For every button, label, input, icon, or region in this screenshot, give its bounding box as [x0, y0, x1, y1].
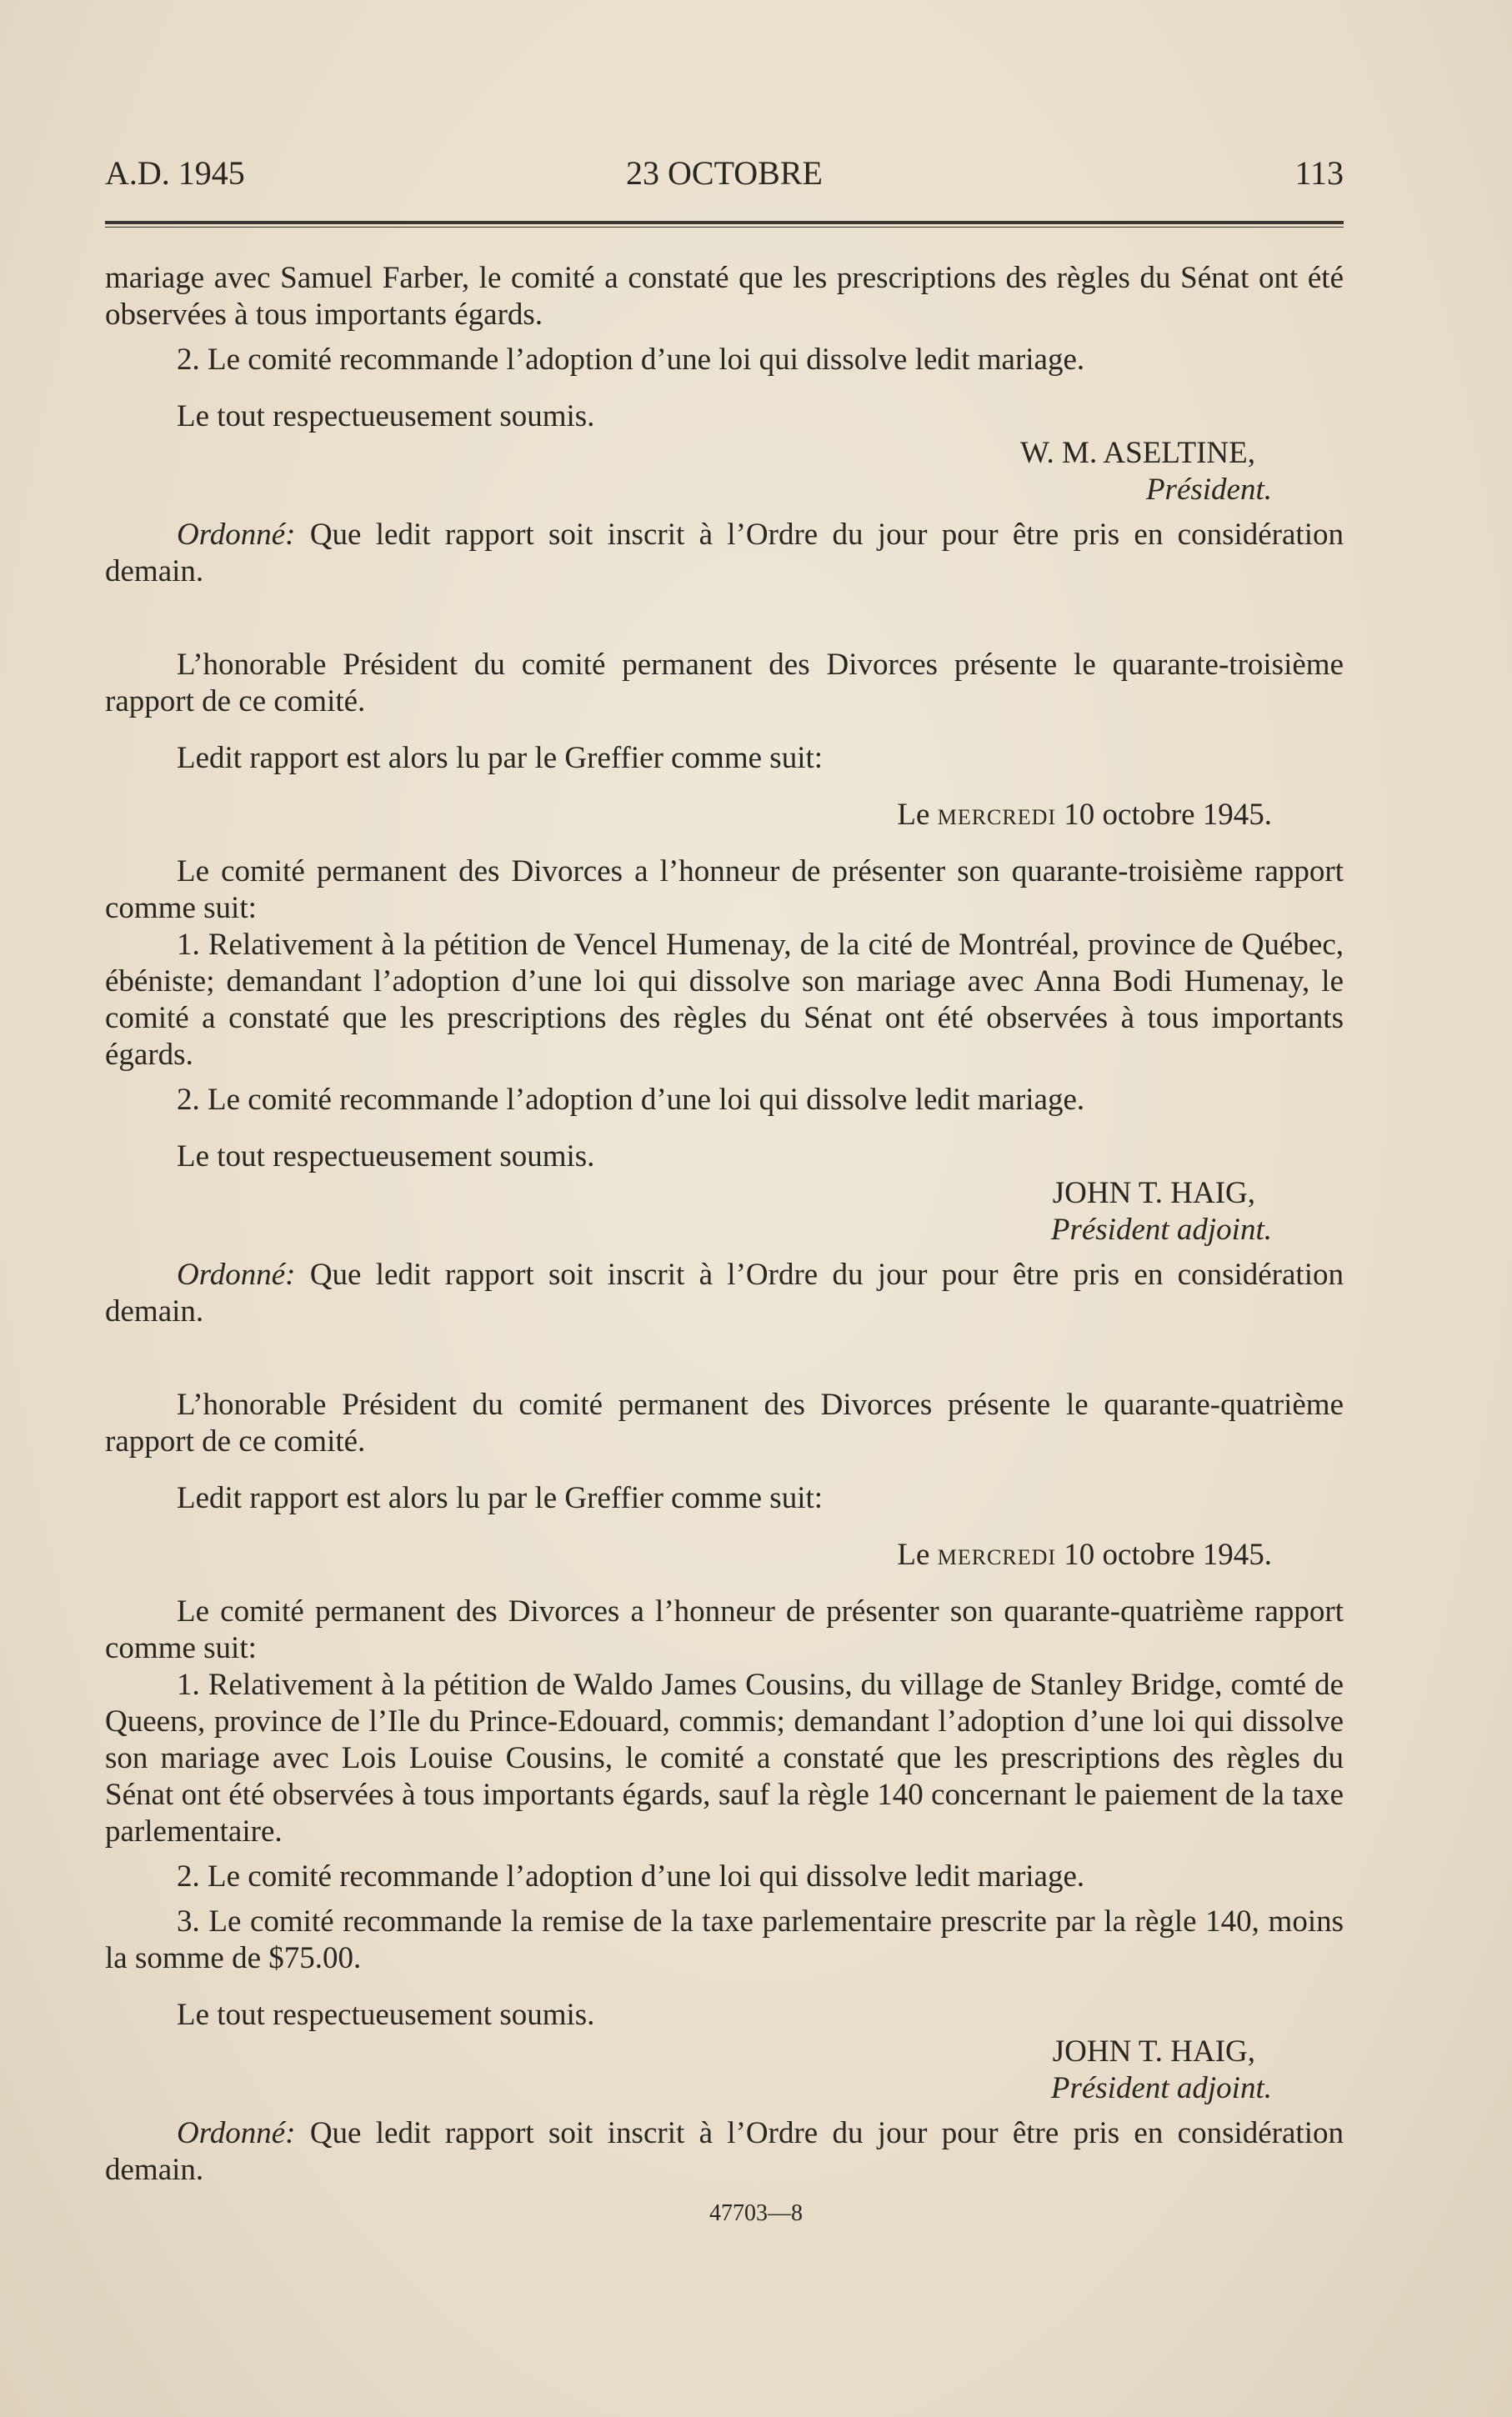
header-year: A.D. 1945 — [105, 154, 245, 192]
order-paragraph — [105, 1257, 1344, 1330]
report-date — [105, 797, 1344, 833]
order-label: Ordonné: — [177, 2116, 296, 2150]
date-rest: 10 octobre 1945. — [1056, 1538, 1272, 1572]
date-day: mercredi — [937, 798, 1057, 832]
order-text: Que ledit rapport soit inscrit à l’Ordre du jour pour être pris en considération demain. — [105, 1258, 1344, 1329]
paragraph: Ledit rapport est alors lu par le Greffier comme suit: — [177, 1481, 824, 1515]
date-prefix: Le — [897, 1538, 938, 1572]
order-text: Que ledit rapport soit inscrit à l’Ordre du jour pour être pris en considération demain. — [105, 518, 1344, 588]
date-day: mercredi — [937, 1538, 1057, 1572]
signature-title: Président adjoint. — [1050, 1213, 1272, 1247]
order-paragraph — [105, 2115, 1344, 2189]
signature-name: W. M. ASELTINE, — [1020, 436, 1255, 470]
order-paragraph — [105, 517, 1344, 590]
signature-name: JOHN T. HAIG, — [1052, 2034, 1255, 2069]
paragraph: L’honorable Président du comité permanent des Divorces présente le quarante-troisième rapport de ce comité. — [105, 648, 1344, 718]
order-label: Ordonné: — [177, 1258, 296, 1292]
paragraph: 2. Le comité recommande l’adoption d’une loi qui dissolve ledit mariage. — [177, 343, 1085, 377]
date-prefix: Le — [897, 798, 938, 832]
paragraph: Le comité permanent des Divorces a l’honneur de présenter son quarante-quatrième rapport comme suit: — [105, 1594, 1344, 1665]
paragraph: Ledit rapport est alors lu par le Greffier comme suit: — [177, 741, 824, 775]
paragraph: mariage avec Samuel Farber, le comité a constaté que les prescriptions des règles du Sénat ont été observées à tous importants égards. — [105, 261, 1344, 332]
paragraph: Le comité permanent des Divorces a l’honneur de présenter son quarante-troisième rapport comme suit: — [105, 854, 1344, 925]
signature-title: Président adjoint. — [1050, 2071, 1272, 2105]
report-date — [105, 1537, 1344, 1574]
closing-line: Le tout respectueusement soumis. — [177, 1139, 595, 1173]
closing-line: Le tout respectueusement soumis. — [177, 399, 595, 433]
page-header — [105, 153, 1344, 194]
header-rule-thin — [105, 227, 1344, 228]
signature-name: JOHN T. HAIG, — [1052, 1176, 1255, 1210]
paragraph: L’honorable Président du comité permanent des Divorces présente le quarante-quatrième rapport de ce comité. — [105, 1388, 1344, 1459]
paragraph: 2. Le comité recommande l’adoption d’une loi qui dissolve ledit mariage. — [177, 1859, 1085, 1894]
signature-mark: 47703—8 — [709, 2200, 803, 2226]
paragraph: 1. Relativement à la pétition de Waldo James Cousins, du village de Stanley Bridge, comté de Queens, province de l’Ile du Prince-Edouard, commis; demandant l’adoption d’une loi qui dissolve son mariage avec Lois Louise Cousins, le comité a constaté que les prescriptions des règles du Sénat ont été observées à tous importants égards, sauf la règle 140 concernant le paiement de la taxe parlementaire. — [105, 1668, 1344, 1849]
paragraph: 1. Relativement à la pétition de Vencel Humenay, de la cité de Montréal, province de Québec, ébéniste; demandant l’adoption d’une loi qui dissolve son mariage avec Anna Bodi Humenay, le comité a constaté que les prescriptions des règles du Sénat ont été observées à tous importants égards. — [105, 928, 1344, 1072]
order-text: Que ledit rapport soit inscrit à l’Ordre du jour pour être pris en considération demain. — [105, 2116, 1344, 2187]
order-label: Ordonné: — [177, 518, 296, 552]
header-date: 23 OCTOBRE — [626, 154, 823, 192]
signature-title: Président. — [1145, 473, 1272, 507]
page-number: 113 — [1294, 154, 1344, 192]
paragraph: 3. Le comité recommande la remise de la taxe parlementaire prescrite par la règle 140, moins la somme de $75.00. — [105, 1904, 1344, 1975]
date-rest: 10 octobre 1945. — [1056, 798, 1272, 832]
closing-line: Le tout respectueusement soumis. — [177, 1998, 595, 2032]
header-rule — [105, 221, 1344, 224]
paragraph: 2. Le comité recommande l’adoption d’une loi qui dissolve ledit mariage. — [177, 1083, 1085, 1117]
page-body — [105, 260, 1344, 2189]
